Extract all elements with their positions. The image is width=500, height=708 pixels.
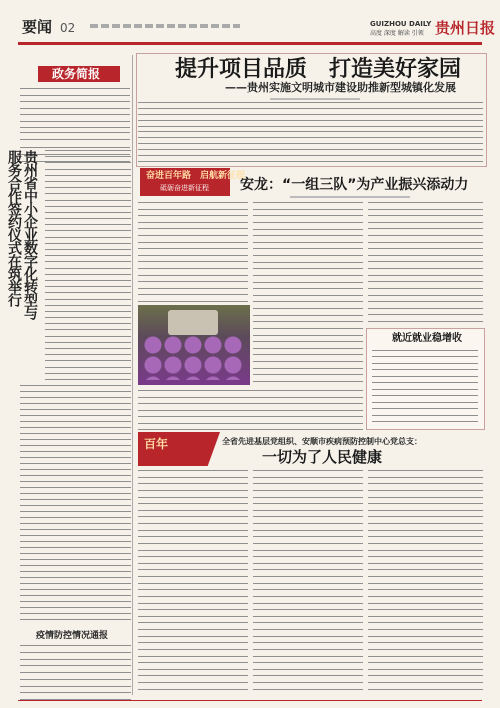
paper-logo: 贵州日报	[435, 19, 496, 37]
lead-frame	[136, 53, 487, 167]
feature-byline	[290, 196, 410, 198]
brief-paragraph	[20, 88, 130, 128]
feature-article	[138, 202, 248, 302]
story2-article	[253, 470, 363, 690]
bottom-left-article	[20, 645, 131, 700]
dateline-text	[90, 24, 240, 28]
brief-header: 政务简报	[52, 67, 101, 81]
feature-photo	[138, 305, 250, 385]
box-article	[372, 350, 478, 422]
banner-line2: 砥砺奋进新征程	[160, 184, 209, 192]
story2-article	[368, 470, 483, 690]
feature-article	[138, 390, 363, 430]
section-title: 要闻	[22, 18, 53, 36]
bottom-left-title: 疫情防控情况通报	[36, 631, 109, 641]
wedge-text: 百年	[144, 437, 169, 451]
banner-line1: 奋进百年路 启航新征程	[146, 171, 246, 181]
box-title: 就近就业稳增收	[392, 333, 462, 344]
slogan: 高度 深度 解读 引领	[370, 30, 424, 37]
feature-article	[253, 202, 363, 382]
lead-subtitle: ——贵州实施文明城市建设助推新型城镇化发展	[225, 81, 456, 94]
masthead-rule	[18, 42, 482, 45]
brief-article	[45, 150, 131, 380]
paper-name-en: GUIZHOU DAILY	[370, 20, 432, 28]
page-number: 02	[60, 21, 76, 35]
feature-article	[368, 202, 483, 322]
bottom-rule	[18, 700, 482, 701]
feature-title: 安龙：“一组三队”为产业振兴添动力	[240, 177, 469, 193]
story2-article	[138, 470, 248, 690]
lead-title: 提升项目品质 打造美好家园	[175, 56, 462, 82]
column-divider	[132, 55, 133, 695]
story2-title-line1: 全省先进基层党组织、安顺市疾病预防控制中心党总支：	[222, 437, 422, 446]
brief-side-title: 贵州省中小企业数字化转型与服务合作签约仪式在筑举行	[6, 150, 38, 319]
story2-title-line2: 一切为了人民健康	[262, 448, 383, 466]
brief-article	[20, 385, 131, 620]
